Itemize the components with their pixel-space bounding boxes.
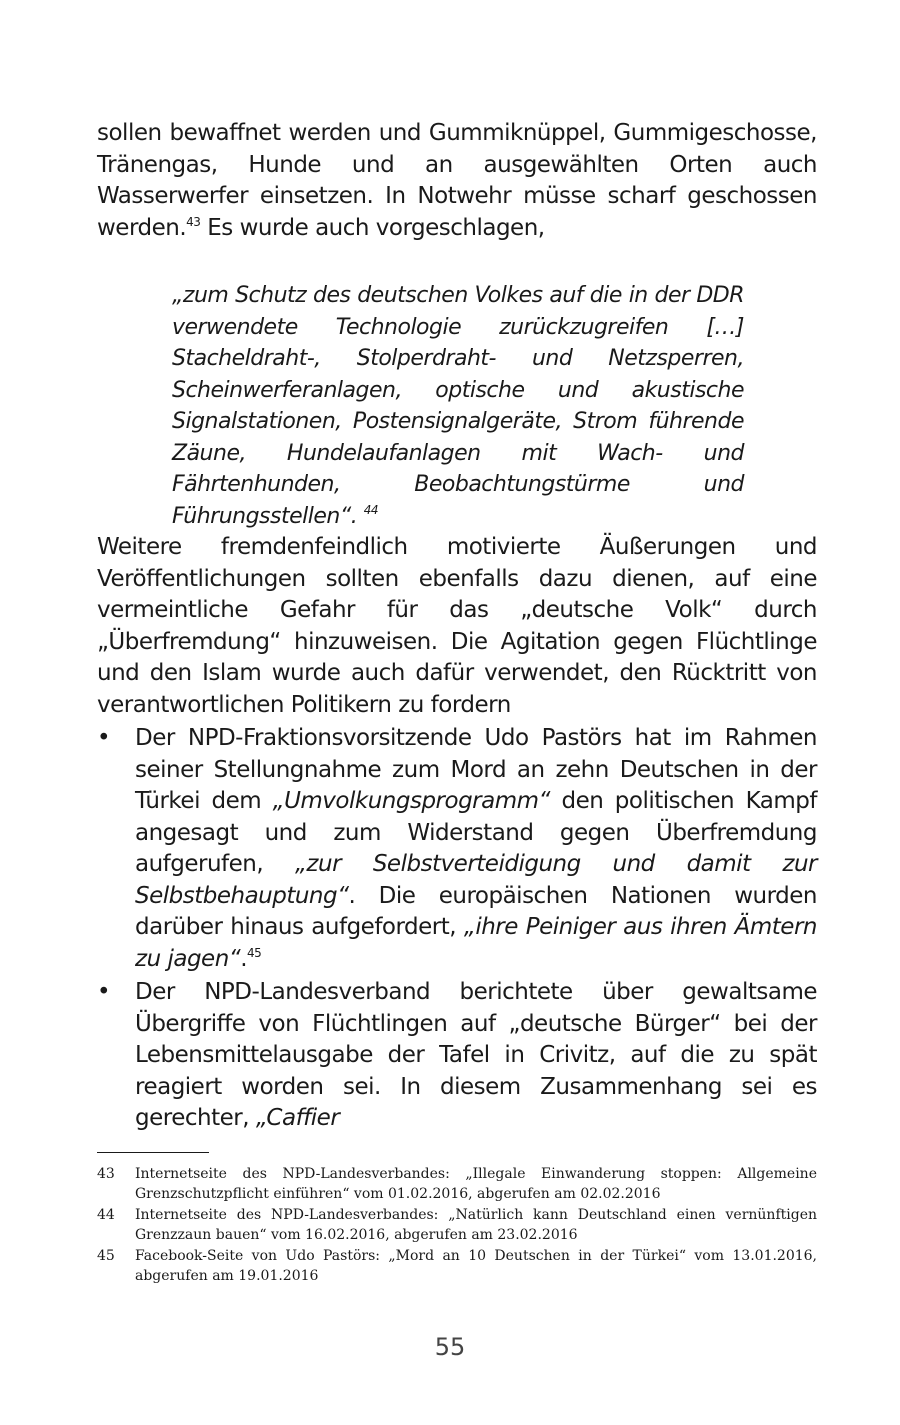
footnote-separator <box>97 1152 209 1153</box>
body-paragraph-1: sollen bewaffnet werden und Gummiknüppel, Gummigeschosse, Tränengas, Hunde und an ausgewählten Orten auch Wasserwerfer einsetzen. In Notwehr müsse scharf geschossen werden.$^{43}$ Es wurde auch vorgeschlagen, <box>97 120 817 241</box>
footnote-43: 43 Internetseite des NPD-Landesverbandes: „Illegale Einwanderung stoppen: Allgemeine Grenzschutzpflicht einführen“ vom 01.02.2016, abgerufen am 02.02.2016 <box>97 1166 817 1202</box>
bullet-marker: • <box>97 725 111 751</box>
block-quote: „zum Schutz des deutschen Volkes auf die in der DDR verwendete Technologie zurückzugreifen […] Stacheldraht-, Stolperdraht- und Netzsperren, Scheinwerferanlagen, optische und akustische Signalstationen, Postensignalgeräte, Strom führende Zäune, Hundelaufanlagen mit Wach- und Fährtenhunden, Beobachtungstürme und Führungsstellen“. $^{44}$ <box>172 283 744 529</box>
bullet-marker: • <box>97 979 111 1005</box>
bullet-item-2: • Der NPD-Landesverband berichtete über gewaltsame Übergriffe von Flüchtlingen auf „deutsche Bürger“ bei der Lebensmittelausgabe der Tafel in Crivitz, auf die zu spät reagiert worden sei. In diesem Zusammenhang sei es gerechter, „Caffier <box>97 979 817 1131</box>
page-number: 55 <box>434 1333 466 1361</box>
footnote-ref-44: 44 <box>363 502 379 517</box>
footnote-ref-43: 43 <box>186 214 201 229</box>
body-paragraph-2: Weitere fremdenfeindlich motivierte Äußerungen und Veröffentlichungen sollten ebenfalls dazu dienen, auf eine vermeintliche Gefahr für das „deutsche Volk“ durch „Überfremdung“ hinzuweisen. Die Agitation gegen Flüchtlinge und den Islam wurde auch dafür verwendet, den Rücktritt von verantwortlichen Politikern zu fordern <box>97 534 817 718</box>
footnotes <box>97 1165 817 1288</box>
footnote-45: 45 Facebook-Seite von Udo Pastörs: „Mord an 10 Deutschen in der Türkei“ vom 13.01.2016, abgerufen am 19.01.2016 <box>97 1248 817 1284</box>
bullet-item-1: • Der NPD-Fraktionsvorsitzende Udo Pastörs hat im Rahmen seiner Stellungnahme zum Mord an zehn Deutschen in der Türkei dem „Umvolkungsprogramm“ den politischen Kampf angesagt und zum Widerstand gegen Überfremdung aufgerufen, „zur Selbstverteidigung und damit zur Selbstbehauptung“. Die europäischen Nationen wurden darüber hinaus aufgefordert, „ihre Peiniger aus ihren Ämtern zu jagen“.$^{45}$ <box>97 725 817 972</box>
footnote-44: 44 Internetseite des NPD-Landesverbandes: „Natürlich kann Deutschland einen vernünftigen Grenzzaun bauen“ vom 16.02.2016, abgerufen am 23.02.2016 <box>97 1207 817 1243</box>
footnote-ref-45: 45 <box>247 945 262 960</box>
